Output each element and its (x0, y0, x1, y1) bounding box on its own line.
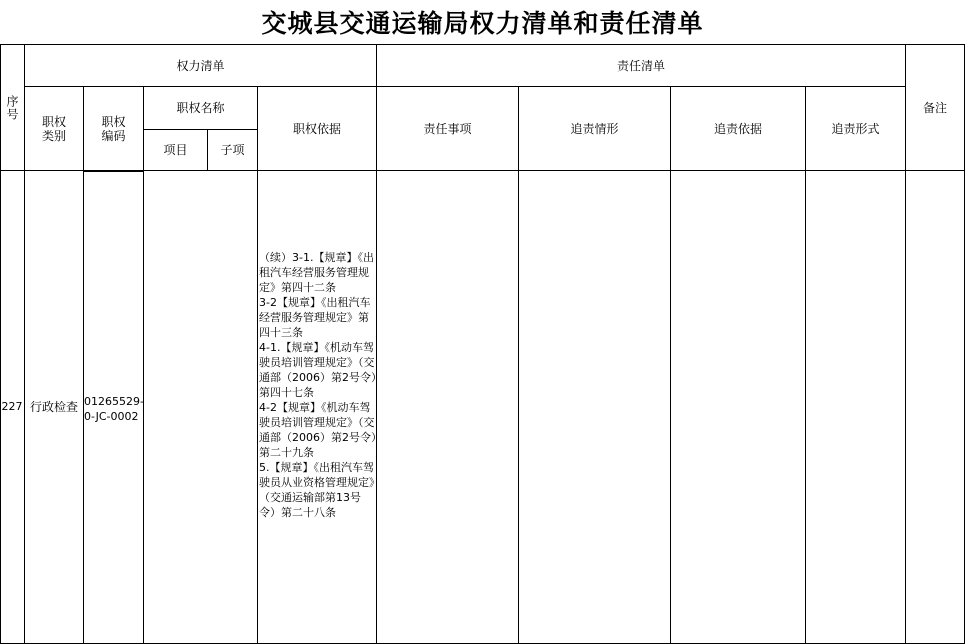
header-remark: 备注 (922, 100, 947, 115)
header-sub-item: 子项 (220, 143, 245, 157)
header-resp-item: 责任事项 (423, 121, 472, 136)
header-item: 项目 (163, 143, 188, 157)
grid-line (83, 171, 144, 172)
row-remark (906, 171, 964, 643)
row-accountability-case (519, 171, 670, 643)
row-code: 01265529-0-JC-0002 (84, 395, 144, 423)
header-power-list: 权力清单 (176, 58, 225, 73)
header-power-code: 职权 编码 (101, 114, 126, 143)
header-accountability-basis: 追责依据 (713, 121, 762, 136)
header-power-category: 职权 类别 (41, 114, 66, 143)
header-power-name: 职权名称 (176, 101, 225, 115)
row-resp-item (377, 171, 518, 643)
header-seq-label: 序号 (5, 94, 19, 121)
header-accountability-case: 追责情形 (570, 121, 619, 136)
header-seq (0, 45, 24, 170)
row-seq: 227 (1, 400, 23, 413)
row-item (144, 171, 257, 643)
page-title: 交城县交通运输局权力清单和责任清单 (261, 9, 704, 38)
row-category: 行政检查 (29, 400, 78, 414)
header-accountability-form: 追责形式 (831, 121, 880, 136)
header-basis: 职权依据 (292, 121, 341, 136)
row-accountability-basis (671, 171, 805, 643)
row-basis: （续）3-1.【规章】《出租汽车经营服务管理规定》第四十二条 3-2【规章】《出租汽车经营服务管理规定》第四十三条 4-1.【规章】《机动车驾驶员培训管理规定》（交通部（2006）第2号令）第四十七条 4-2【规章】《机动车驾驶员培训管理规定》（交通部（2006）第2号令）第二十九条 5.【规章】《出租汽车驾驶员从业资格管理规定》（交通运输部第13号令）第二十八条 (259, 251, 377, 519)
header-responsibility-list: 责任清单 (616, 58, 665, 73)
row-accountability-form (806, 171, 905, 643)
